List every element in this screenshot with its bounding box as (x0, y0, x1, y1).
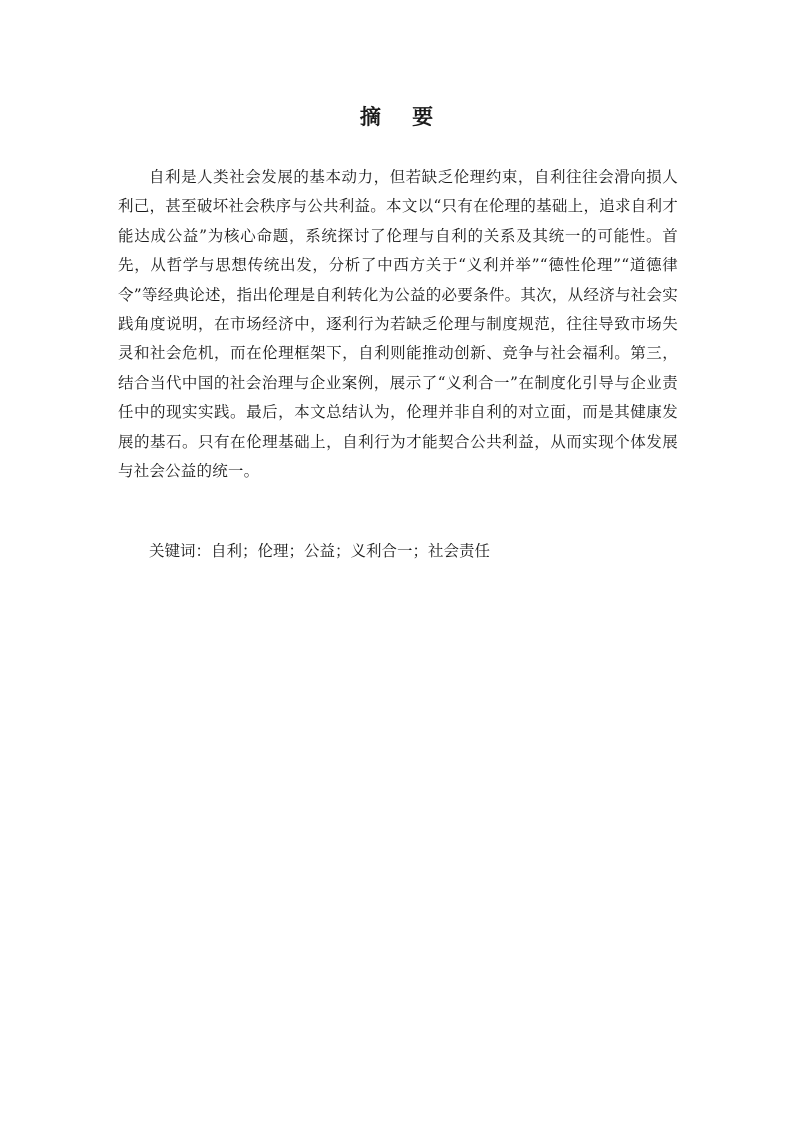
abstract-title: 摘 要 (359, 104, 446, 129)
abstract-paragraph: 自利是人类社会发展的基本动力，但若缺乏伦理约束，自利往往会滑向损人利己，甚至破坏社会秩序与公共利益。本文以“只有在伦理的基础上，追求自利才能达成公益”为核心命题，系统探讨了伦理与自利的关系及其统一的可能性。首先，从哲学与思想传统出发，分析了中西方关于“义利并举”“德性伦理”“道德律令”等经典论述，指出伦理是自利转化为公益的必要条件。其次，从经济与社会实践角度说明，在市场经济中，逐利行为若缺乏伦理与制度规范，往往导致市场失灵和社会危机，而在伦理框架下，自利则能推动创新、竞争与社会福利。第三，结合当代中国的社会治理与企业案例，展示了“义利合一”在制度化引导与企业责任中的现实实践。最后，本文总结认为，伦理并非自利的对立面，而是其健康发展的基石。只有在伦理基础上，自利行为才能契合公共利益，从而实现个体发展与社会公益的统一。 (118, 168, 678, 481)
keywords-line: 关键词：自利；伦理；公益；义利合一；社会责任 (149, 542, 491, 560)
